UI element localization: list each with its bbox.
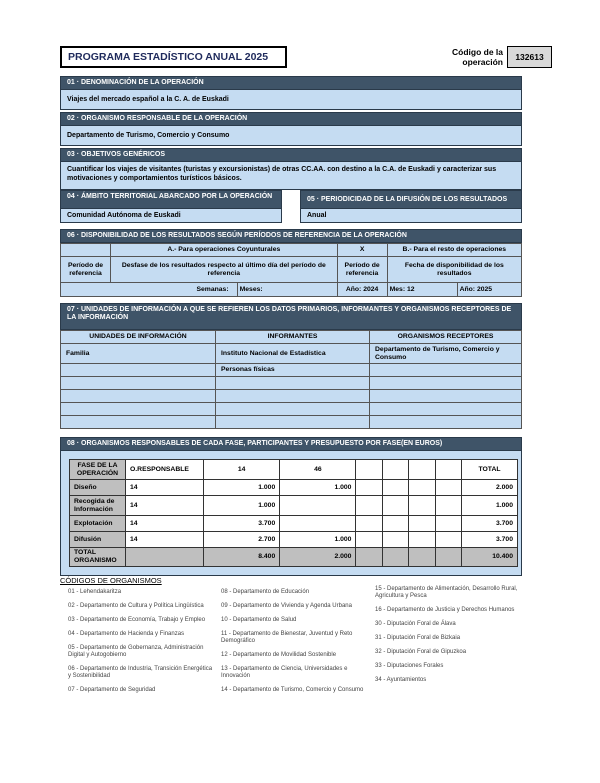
- budget-cell: [409, 548, 435, 567]
- organism-code-item: 10 - Departamento de Salud: [221, 617, 297, 623]
- budget-cell: 3.700: [462, 532, 518, 548]
- organism-code-item: 03 - Departamento de Economía, Trabajo y Empleo: [68, 617, 206, 623]
- section-08: [60, 437, 522, 576]
- budget-cell: [382, 548, 408, 567]
- section-04-body: Comunidad Autónoma de Euskadi: [60, 209, 282, 223]
- budget-cell: [382, 496, 408, 516]
- budget-cell: 14: [126, 532, 204, 548]
- section-08-head: 08 · ORGANISMOS RESPONSABLES DE CADA FASE, PARTICIPANTES Y PRESUPUESTO POR FASE(EN EUROS): [60, 437, 522, 451]
- organism-code-item: 33 - Diputaciones Forales: [375, 663, 444, 669]
- budget-table: [69, 459, 518, 567]
- anio-disponibilidad: Año: 2025: [457, 283, 521, 297]
- budget-cell: [356, 496, 382, 516]
- meses-label: Meses:: [237, 283, 337, 297]
- organism-code-item: 32 - Diputación Foral de Gipuzkoa: [375, 649, 467, 655]
- budget-cell: [280, 516, 356, 532]
- fecha-disponibilidad-label: Fecha de disponibilidad de los resultados: [387, 257, 521, 283]
- section-02: [60, 112, 522, 146]
- section-04: [60, 190, 282, 223]
- codes-column-1: [68, 589, 213, 701]
- organism-code-item: 04 - Departamento de Hacienda y Finanzas: [68, 631, 185, 637]
- availability-table: [60, 243, 522, 297]
- coyunturales-mark: X: [337, 244, 387, 257]
- table-cell: [370, 364, 522, 377]
- table-row: [61, 403, 522, 416]
- budget-cell: O.RESPONSABLE: [126, 460, 204, 480]
- table-cell: Departamento de Turismo, Comercio y Consumo: [370, 344, 522, 364]
- codes-column-2: [221, 589, 366, 701]
- budget-cell: Explotación: [70, 516, 126, 532]
- table-cell: [370, 377, 522, 390]
- budget-cell: 1.000: [280, 532, 356, 548]
- budget-cell: 14: [126, 496, 204, 516]
- operation-code-label: Código de la operación: [452, 47, 503, 67]
- section-05-head: 05 · PERIODICIDAD DE LA DIFUSIÓN DE LOS RESULTADOS: [300, 190, 522, 209]
- anio-referencia: Año: 2024: [337, 283, 387, 297]
- table-cell: [216, 377, 370, 390]
- budget-cell: 1.000: [204, 480, 280, 496]
- table-cell: [216, 403, 370, 416]
- semanas-label: Semanas:: [61, 283, 238, 297]
- section-02-head: 02 · ORGANISMO RESPONSABLE DE LA OPERACIÓN: [60, 112, 522, 126]
- budget-cell: FASE DE LA OPERACIÓN: [70, 460, 126, 480]
- budget-cell: [409, 460, 435, 480]
- budget-cell: [280, 496, 356, 516]
- organism-code-item: 05 - Departamento de Gobernanza, Administración Digital y Autogobierno: [68, 645, 204, 658]
- table-cell: [216, 390, 370, 403]
- budget-header-row: [70, 460, 518, 480]
- budget-cell: 1.000: [204, 496, 280, 516]
- organism-code-item: 30 - Diputación Foral de Álava: [375, 621, 456, 627]
- resto-label: B.- Para el resto de operaciones: [387, 244, 521, 257]
- col-informantes: INFORMANTES: [216, 331, 370, 344]
- codes-title: CÓDIGOS DE ORGANISMOS: [60, 576, 162, 585]
- budget-cell: [356, 548, 382, 567]
- organism-code-item: 15 - Departamento de Alimentación, Desarrollo Rural, Agricultura y Pesca: [375, 586, 518, 599]
- budget-cell: [409, 516, 435, 532]
- budget-cell: 1.000: [462, 496, 518, 516]
- section-06-head: 06 · DISPONIBILIDAD DE LOS RESULTADOS SEGÚN PERÍODOS DE REFERENCIA DE LA OPERACIÓN: [60, 229, 522, 243]
- desfase-label: Desfase de los resultados respecto al último día del período de referencia: [111, 257, 338, 283]
- section-01-body: Viajes del mercado español a la C. A. de Euskadi: [60, 90, 522, 110]
- table-cell: [61, 364, 216, 377]
- budget-cell: 14: [204, 460, 280, 480]
- organism-code-item: 16 - Departamento de Justicia y Derechos Humanos: [375, 607, 515, 613]
- table-cell: [370, 416, 522, 429]
- table-cell: [61, 390, 216, 403]
- organism-code-item: 11 - Departamento de Bienestar, Juventud y Reto Demográfico: [221, 631, 353, 644]
- budget-cell: [382, 480, 408, 496]
- table-cell: [370, 390, 522, 403]
- budget-cell: 1.000: [280, 480, 356, 496]
- budget-cell: 2.000: [462, 480, 518, 496]
- budget-cell: [382, 532, 408, 548]
- section-01-head: 01 · DENOMINACIÓN DE LA OPERACIÓN: [60, 76, 522, 90]
- budget-cell: Diseño: [70, 480, 126, 496]
- table-row: [61, 377, 522, 390]
- operation-code-value: 132613: [507, 46, 552, 68]
- section-03-body: Cuantificar los viajes de visitantes (turistas y excursionistas) de otras CC.AA. con destino a la C.A. de Euskadi y caracterizar sus motivaciones y comportamientos turísticos básicos.: [60, 162, 522, 190]
- budget-cell: [435, 516, 461, 532]
- information-units-table: [60, 330, 522, 429]
- budget-cell: [126, 548, 204, 567]
- organism-code-item: 14 - Departamento de Turismo, Comercio y Consumo: [221, 687, 364, 693]
- budget-cell: 14: [126, 480, 204, 496]
- organism-code-item: 08 - Departamento de Educación: [221, 589, 310, 595]
- mes-disponibilidad: Mes: 12: [387, 283, 457, 297]
- organism-code-item: 07 - Departamento de Seguridad: [68, 687, 156, 693]
- budget-cell: [356, 460, 382, 480]
- budget-cell: [382, 460, 408, 480]
- section-05: [300, 190, 522, 223]
- section-07-head: 07 · UNIDADES DE INFORMACIÓN A QUE SE REFIEREN LOS DATOS PRIMARIOS, INFORMANTES Y ORGANISMOS RECEPTORES DE LA INFORMACIÓN: [60, 303, 522, 330]
- section-03-head: 03 · OBJETIVOS GENÉRICOS: [60, 148, 522, 162]
- table-cell: Personas físicas: [216, 364, 370, 377]
- budget-cell: 14: [126, 516, 204, 532]
- table-row: [61, 344, 522, 364]
- budget-cell: 3.700: [462, 516, 518, 532]
- budget-cell: [356, 532, 382, 548]
- budget-cell: [356, 516, 382, 532]
- budget-row: [70, 532, 518, 548]
- budget-cell: [435, 532, 461, 548]
- budget-cell: [356, 480, 382, 496]
- table-cell: [216, 416, 370, 429]
- budget-cell: 10.400: [462, 548, 518, 567]
- budget-cell: [435, 480, 461, 496]
- section-03: [60, 148, 522, 190]
- table-cell: [61, 416, 216, 429]
- section-06: [60, 229, 522, 297]
- table-row: [61, 416, 522, 429]
- section-07: [60, 303, 522, 429]
- table-cell: Familia: [61, 344, 216, 364]
- page-title: PROGRAMA ESTADÍSTICO ANUAL 2025: [60, 46, 287, 68]
- budget-cell: [409, 496, 435, 516]
- organism-code-item: 34 - Ayuntamientos: [375, 677, 427, 683]
- budget-cell: [435, 460, 461, 480]
- section-02-body: Departamento de Turismo, Comercio y Consumo: [60, 126, 522, 146]
- budget-total-row: [70, 548, 518, 567]
- budget-cell: 46: [280, 460, 356, 480]
- organism-code-item: 09 - Departamento de Vivienda y Agenda Urbana: [221, 603, 352, 609]
- budget-cell: 8.400: [204, 548, 280, 567]
- section-04-head: 04 · ÁMBITO TERRITORIAL ABARCADO POR LA OPERACIÓN: [60, 190, 282, 209]
- budget-cell: [409, 480, 435, 496]
- budget-cell: 2.000: [280, 548, 356, 567]
- table-cell: [370, 403, 522, 416]
- budget-row: [70, 516, 518, 532]
- budget-cell: [409, 532, 435, 548]
- organism-code-item: 06 - Departamento de Industria, Transición Energética y Sostenibilidad: [68, 666, 213, 679]
- periodo-referencia-b: Período de referencia: [337, 257, 387, 283]
- budget-cell: TOTAL: [462, 460, 518, 480]
- budget-row: [70, 480, 518, 496]
- table-cell: [61, 377, 216, 390]
- budget-cell: [435, 496, 461, 516]
- table-row: [61, 364, 522, 377]
- codes-column-3: [375, 586, 520, 691]
- col-unidades: UNIDADES DE INFORMACIÓN: [61, 331, 216, 344]
- budget-cell: [435, 548, 461, 567]
- organism-code-item: 12 - Departamento de Movilidad Sostenible: [221, 652, 337, 658]
- budget-cell: [382, 516, 408, 532]
- coyunturales-label: A.- Para operaciones Coyunturales: [111, 244, 338, 257]
- organism-code-item: 01 - Lehendakaritza: [68, 589, 122, 595]
- section-01: [60, 76, 522, 110]
- organism-code-item: 13 - Departamento de Ciencia, Universidades e Innovación: [221, 666, 348, 679]
- table-cell: Instituto Nacional de Estadística: [216, 344, 370, 364]
- organism-code-item: 31 - Diputación Foral de Bizkaia: [375, 635, 461, 641]
- section-05-body: Anual: [300, 209, 522, 223]
- periodo-referencia-a: Período de referencia: [61, 257, 111, 283]
- table-cell: [61, 403, 216, 416]
- table-row: [61, 390, 522, 403]
- budget-cell: 2.700: [204, 532, 280, 548]
- budget-cell: Recogida de Información: [70, 496, 126, 516]
- budget-cell: 3.700: [204, 516, 280, 532]
- col-receptores: ORGANISMOS RECEPTORES: [370, 331, 522, 344]
- budget-cell: TOTAL ORGANISMO: [70, 548, 126, 567]
- organism-code-item: 02 - Departamento de Cultura y Política Lingüística: [68, 603, 204, 609]
- budget-cell: Difusión: [70, 532, 126, 548]
- budget-row: [70, 496, 518, 516]
